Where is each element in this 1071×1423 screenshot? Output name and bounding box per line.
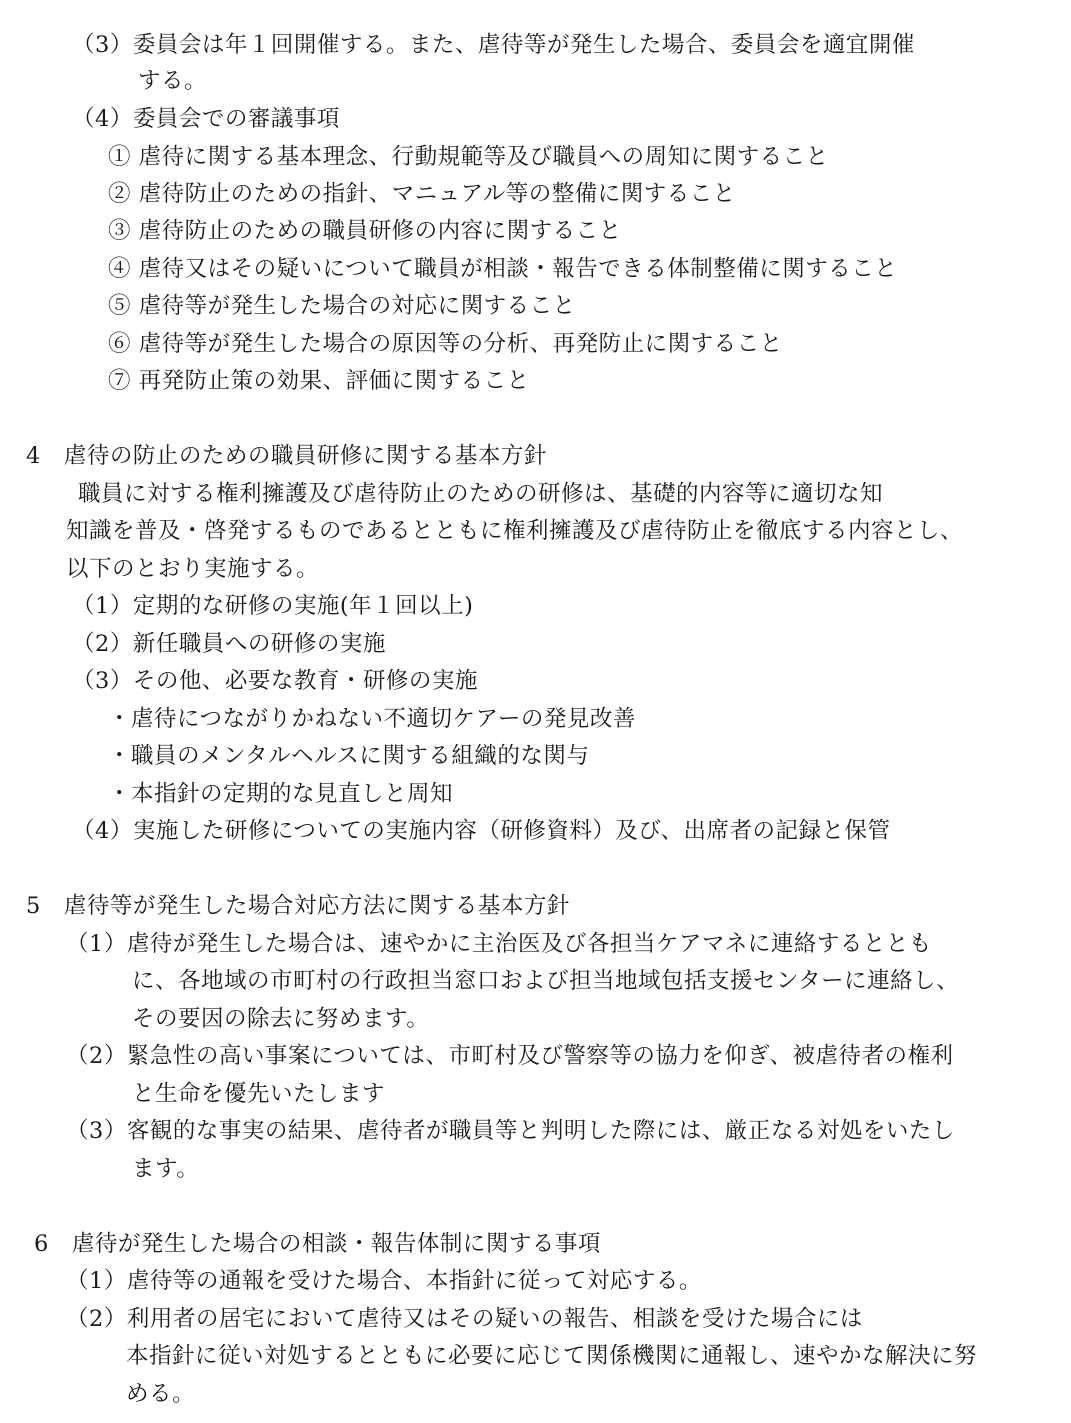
response-item-1-cont-2: その要因の除去に努めます。 bbox=[132, 1006, 430, 1032]
response-item-1-cont-1: に、各地域の市町村の行政担当窓口および担当地域包括支援センターに連絡し、 bbox=[132, 968, 960, 994]
report-item-2-cont-2: める。 bbox=[126, 1381, 196, 1407]
report-item-2-cont-1: 本指針に従い対処するとともに必要に応じて関係機関に通報し、速やかな解決に努 bbox=[126, 1343, 978, 1369]
section-4-heading: 4 虐待の防止のための職員研修に関する基本方針 bbox=[26, 443, 547, 469]
report-item-1: （1）虐待等の通報を受けた場合、本指針に従って対応する。 bbox=[66, 1268, 702, 1294]
review-item-2: ② 虐待防止のための指針、マニュアル等の整備に関すること bbox=[108, 181, 736, 207]
section-4-paragraph-line-1: 職員に対する権利擁護及び虐待防止のための研修は、基礎的内容等に適切な知 bbox=[78, 481, 884, 507]
section-4-paragraph-line-3: 以下のとおり実施する。 bbox=[66, 556, 320, 582]
training-bullet-2: ・職員のメンタルヘルスに関する組織的な関与 bbox=[108, 743, 590, 769]
review-item-3: ③ 虐待防止のための職員研修の内容に関すること bbox=[108, 218, 622, 244]
response-item-3: （3）客観的な事実の結果、虐待者が職員等と判明した際には、厳正なる対処をいたし bbox=[66, 1118, 955, 1144]
committee-item-4: （4）委員会での審議事項 bbox=[72, 106, 340, 132]
training-bullet-1: ・虐待につながりかねない不適切ケアーの発見改善 bbox=[108, 706, 636, 732]
training-item-3: （3）その他、必要な教育・研修の実施 bbox=[72, 668, 478, 694]
report-item-2: （2）利用者の居宅において虐待又はその疑いの報告、相談を受けた場合には bbox=[66, 1306, 863, 1332]
training-bullet-3: ・本指針の定期的な見直しと周知 bbox=[108, 781, 454, 807]
training-item-1: （1）定期的な研修の実施(年１回以上) bbox=[72, 593, 474, 619]
review-item-7: ⑦ 再発防止策の効果、評価に関すること bbox=[108, 368, 530, 394]
review-item-1: ① 虐待に関する基本理念、行動規範等及び職員への周知に関すること bbox=[108, 144, 829, 170]
review-item-5: ⑤ 虐待等が発生した場合の対応に関すること bbox=[108, 293, 576, 319]
response-item-3-cont: ます。 bbox=[132, 1156, 200, 1182]
committee-item-3: （3）委員会は年１回開催する。また、虐待等が発生した場合、委員会を適宜開催 bbox=[72, 32, 915, 58]
section-4-paragraph-line-2: 知識を普及・啓発するものであるとともに権利擁護及び虐待防止を徹底する内容とし、 bbox=[66, 518, 964, 544]
committee-item-3-cont: する。 bbox=[138, 68, 208, 94]
review-item-4: ④ 虐待又はその疑いについて職員が相談・報告できる体制整備に関すること bbox=[108, 256, 898, 282]
response-item-2: （2）緊急性の高い事案については、市町村及び警察等の協力を仰ぎ、被虐待者の権利 bbox=[66, 1043, 954, 1069]
review-item-6: ⑥ 虐待等が発生した場合の原因等の分析、再発防止に関すること bbox=[108, 331, 783, 357]
response-item-1: （1）虐待が発生した場合は、速やかに主治医及び各担当ケアマネに連絡するととも bbox=[66, 931, 932, 957]
training-item-4: （4）実施した研修についての実施内容（研修資料）及び、出席者の記録と保管 bbox=[72, 818, 891, 844]
section-6-heading: 6 虐待が発生した場合の相談・報告体制に関する事項 bbox=[34, 1231, 601, 1257]
response-item-2-cont: と生命を優先いたします bbox=[132, 1081, 386, 1107]
section-5-heading: 5 虐待等が発生した場合対応方法に関する基本方針 bbox=[26, 893, 570, 919]
training-item-2: （2）新任職員への研修の実施 bbox=[72, 631, 386, 657]
